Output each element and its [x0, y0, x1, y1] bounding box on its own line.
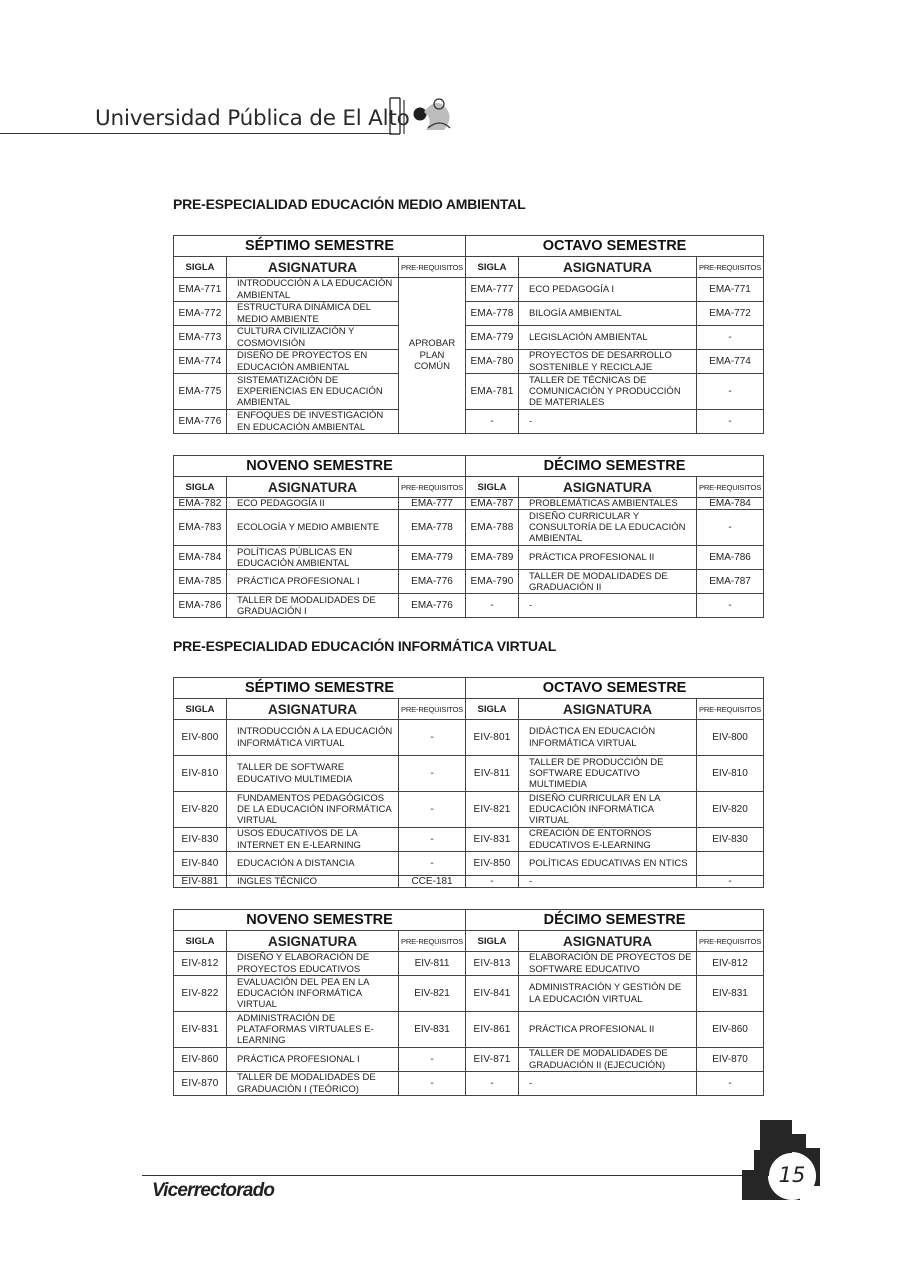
course-code: EMA-782 [174, 498, 227, 510]
course-name: PRÁCTICA PROFESIONAL II [519, 546, 697, 570]
course-code: EMA-788 [466, 510, 519, 546]
table-row [174, 852, 764, 876]
course-name: FUNDAMENTOS PEDAGÓGICOS DE LA EDUCACIÓN INFORMÁTICA VIRTUAL [227, 792, 399, 828]
column-header-row [174, 257, 764, 278]
column-header-asignatura: ASIGNATURA [227, 699, 399, 720]
column-header-sigla: SIGLA [466, 931, 519, 952]
course-prerequisite: - [399, 828, 466, 852]
course-name: TALLER DE PRODUCCIÓN DE SOFTWARE EDUCATIVO MULTIMEDIA [519, 756, 697, 792]
course-code: EMA-774 [174, 350, 227, 374]
column-header-asignatura: ASIGNATURA [227, 931, 399, 952]
course-code: EIV-801 [466, 720, 519, 756]
column-header-prerequisitos: PRE-REQUISITOS [399, 477, 466, 498]
semester-title: SÉPTIMO SEMESTRE [174, 678, 466, 699]
table-row [174, 720, 764, 756]
course-prerequisite [697, 852, 764, 876]
course-name: POLÍTICAS PÚBLICAS EN EDUCACIÓN AMBIENTAL [227, 546, 399, 570]
course-prerequisite: EIV-860 [697, 1012, 764, 1048]
column-header-sigla: SIGLA [466, 477, 519, 498]
semester-header-row [174, 236, 764, 257]
course-name: ECO PEDAGOGÍA II [227, 498, 399, 510]
university-title: Universidad Pública de El Alto [95, 106, 410, 131]
course-name: ECO PEDAGOGÍA I [519, 278, 697, 302]
semester-title: NOVENO SEMESTRE [174, 456, 466, 477]
page-number: 15 [778, 1163, 806, 1187]
course-name: TALLER DE MODALIDADES DE GRADUACIÓN II (EJECUCIÓN) [519, 1048, 697, 1072]
course-code: EIV-800 [174, 720, 227, 756]
course-prerequisite: - [399, 720, 466, 756]
column-header-asignatura: ASIGNATURA [519, 931, 697, 952]
course-prerequisite: EMA-778 [399, 510, 466, 546]
merged-prerequisite: APROBAR PLAN COMÚN [399, 278, 466, 434]
course-prerequisite: EIV-831 [399, 1012, 466, 1048]
course-code: EMA-776 [174, 410, 227, 434]
course-code: EMA-789 [466, 546, 519, 570]
table-row [174, 510, 764, 546]
course-code: EIV-831 [466, 828, 519, 852]
course-code: EMA-772 [174, 302, 227, 326]
course-prerequisite: EIV-830 [697, 828, 764, 852]
course-code: EIV-850 [466, 852, 519, 876]
table-row [174, 1012, 764, 1048]
course-prerequisite: EMA-776 [399, 570, 466, 594]
header-rule [0, 133, 392, 134]
course-name: TALLER DE MODALIDADES DE GRADUACIÓN II [519, 570, 697, 594]
course-name: CREACIÓN DE ENTORNOS EDUCATIVOS E-LEARNING [519, 828, 697, 852]
course-prerequisite: - [399, 792, 466, 828]
course-code: EIV-810 [174, 756, 227, 792]
course-name: PROBLEMÁTICAS AMBIENTALES [519, 498, 697, 510]
table-row [174, 1072, 764, 1096]
semester-title: SÉPTIMO SEMESTRE [174, 236, 466, 257]
column-header-asignatura: ASIGNATURA [519, 699, 697, 720]
course-name: TALLER DE SOFTWARE EDUCATIVO MULTIMEDIA [227, 756, 399, 792]
course-code: EMA-786 [174, 594, 227, 618]
semester-title: DÉCIMO SEMESTRE [466, 910, 764, 931]
course-code: EIV-860 [174, 1048, 227, 1072]
semester-header-row [174, 456, 764, 477]
university-logo-icon [384, 94, 456, 138]
course-name: - [519, 410, 697, 434]
course-name: INGLES TÉCNICO [227, 876, 399, 888]
course-name: USOS EDUCATIVOS DE LA INTERNET EN E-LEARNING [227, 828, 399, 852]
semester-header-row [174, 678, 764, 699]
course-code: EIV-841 [466, 976, 519, 1012]
course-prerequisite: - [697, 594, 764, 618]
course-code: EMA-779 [466, 326, 519, 350]
course-prerequisite: EIV-821 [399, 976, 466, 1012]
course-name: DISEÑO DE PROYECTOS EN EDUCACIÓN AMBIENTAL [227, 350, 399, 374]
course-code: - [466, 594, 519, 618]
course-code: EMA-790 [466, 570, 519, 594]
column-header-asignatura: ASIGNATURA [227, 477, 399, 498]
course-prerequisite: - [399, 1048, 466, 1072]
column-header-prerequisitos: PRE-REQUISITOS [399, 931, 466, 952]
semester-title: OCTAVO SEMESTRE [466, 236, 764, 257]
column-header-sigla: SIGLA [174, 257, 227, 278]
course-prerequisite: - [697, 374, 764, 410]
course-code: - [466, 410, 519, 434]
course-name: DISEÑO CURRICULAR Y CONSULTORÍA DE LA EDUCACIÓN AMBIENTAL [519, 510, 697, 546]
course-code: EMA-783 [174, 510, 227, 546]
course-code: EIV-811 [466, 756, 519, 792]
semester-title: OCTAVO SEMESTRE [466, 678, 764, 699]
course-name: - [519, 1072, 697, 1096]
course-code: EIV-820 [174, 792, 227, 828]
course-prerequisite: - [697, 510, 764, 546]
semester-header-row [174, 910, 764, 931]
vicerrectorado-logo: Vicerrectorado [152, 1180, 275, 1201]
column-header-sigla: SIGLA [174, 699, 227, 720]
course-name: LEGISLACIÓN AMBIENTAL [519, 326, 697, 350]
course-code: EMA-771 [174, 278, 227, 302]
table-row [174, 302, 764, 326]
course-code: EIV-840 [174, 852, 227, 876]
course-prerequisite: - [697, 876, 764, 888]
section-title-informatica-virtual: PRE-ESPECIALIDAD EDUCACIÓN INFORMÁTICA VIRTUAL [173, 638, 557, 654]
column-header-prerequisitos: PRE-REQUISITOS [697, 931, 764, 952]
table-row [174, 374, 764, 410]
table-row [174, 546, 764, 570]
table-row [174, 828, 764, 852]
column-header-row [174, 699, 764, 720]
course-prerequisite: - [399, 852, 466, 876]
course-prerequisite: EMA-784 [697, 498, 764, 510]
column-header-prerequisitos: PRE-REQUISITOS [697, 699, 764, 720]
course-code: EIV-870 [174, 1072, 227, 1096]
course-prerequisite: - [697, 410, 764, 434]
course-prerequisite: - [399, 756, 466, 792]
semester-title: DÉCIMO SEMESTRE [466, 456, 764, 477]
column-header-prerequisitos: PRE-REQUISITOS [399, 699, 466, 720]
course-prerequisite: EMA-776 [399, 594, 466, 618]
course-prerequisite: CCE-181 [399, 876, 466, 888]
course-prerequisite: EIV-820 [697, 792, 764, 828]
table-row [174, 976, 764, 1012]
course-name: CULTURA CIVILIZACIÓN Y COSMOVISIÓN [227, 326, 399, 350]
course-name: DISEÑO CURRICULAR EN LA EDUCACIÓN INFORMÁTICA VIRTUAL [519, 792, 697, 828]
course-name: TALLER DE TÉCNICAS DE COMUNICACIÓN Y PRODUCCIÓN DE MATERIALES [519, 374, 697, 410]
course-prerequisite: - [697, 326, 764, 350]
course-name: BILOGÍA AMBIENTAL [519, 302, 697, 326]
course-name: TALLER DE MODALIDADES DE GRADUACIÓN I [227, 594, 399, 618]
page-corner-emblem-icon [740, 1120, 825, 1200]
table-row [174, 756, 764, 792]
table-row [174, 952, 764, 976]
course-code: EMA-784 [174, 546, 227, 570]
course-code: EMA-781 [466, 374, 519, 410]
course-name: PRÁCTICA PROFESIONAL I [227, 570, 399, 594]
course-prerequisite: EIV-870 [697, 1048, 764, 1072]
column-header-prerequisitos: PRE-REQUISITOS [399, 257, 466, 278]
course-name: PROYECTOS DE DESARROLLO SOSTENIBLE Y RECICLAJE [519, 350, 697, 374]
footer-rule [142, 1175, 742, 1176]
course-code: EIV-831 [174, 1012, 227, 1048]
table-row [174, 792, 764, 828]
semester-title: NOVENO SEMESTRE [174, 910, 466, 931]
column-header-sigla: SIGLA [174, 931, 227, 952]
course-name: DISEÑO Y ELABORACIÓN DE PROYECTOS EDUCATIVOS [227, 952, 399, 976]
course-name: TALLER DE MODALIDADES DE GRADUACIÓN I (TEÓRICO) [227, 1072, 399, 1096]
course-code: EIV-871 [466, 1048, 519, 1072]
course-prerequisite: EIV-812 [697, 952, 764, 976]
course-name: EDUCACIÓN A DISTANCIA [227, 852, 399, 876]
course-prerequisite: EIV-810 [697, 756, 764, 792]
course-prerequisite: EMA-772 [697, 302, 764, 326]
course-code: EMA-780 [466, 350, 519, 374]
course-prerequisite: EMA-787 [697, 570, 764, 594]
course-code: EMA-775 [174, 374, 227, 410]
course-name: ECOLOGÍA Y MEDIO AMBIENTE [227, 510, 399, 546]
table-row [174, 350, 764, 374]
course-prerequisite: - [697, 1072, 764, 1096]
course-prerequisite: EMA-771 [697, 278, 764, 302]
course-code: EIV-881 [174, 876, 227, 888]
course-code: EIV-861 [466, 1012, 519, 1048]
course-prerequisite: - [399, 1072, 466, 1096]
table-row [174, 278, 764, 302]
column-header-row [174, 931, 764, 952]
column-header-sigla: SIGLA [174, 477, 227, 498]
course-prerequisite: EMA-777 [399, 498, 466, 510]
column-header-asignatura: ASIGNATURA [519, 477, 697, 498]
course-name: PRÁCTICA PROFESIONAL I [227, 1048, 399, 1072]
course-prerequisite: EMA-779 [399, 546, 466, 570]
course-code: EMA-785 [174, 570, 227, 594]
course-code: EIV-812 [174, 952, 227, 976]
course-name: DIDÁCTICA EN EDUCACIÓN INFORMÁTICA VIRTUAL [519, 720, 697, 756]
course-prerequisite: EMA-774 [697, 350, 764, 374]
course-name: ESTRUCTURA DINÁMICA DEL MEDIO AMBIENTE [227, 302, 399, 326]
course-code: EMA-787 [466, 498, 519, 510]
column-header-sigla: SIGLA [466, 257, 519, 278]
course-code: EIV-822 [174, 976, 227, 1012]
column-header-asignatura: ASIGNATURA [519, 257, 697, 278]
table-row [174, 410, 764, 434]
course-code: EMA-773 [174, 326, 227, 350]
course-name: ENFOQUES DE INVESTIGACIÓN EN EDUCACIÓN AMBIENTAL [227, 410, 399, 434]
table-row [174, 326, 764, 350]
course-code: - [466, 876, 519, 888]
course-prerequisite: EIV-811 [399, 952, 466, 976]
table-row [174, 876, 764, 888]
course-name: POLÍTICAS EDUCATIVAS EN NTICS [519, 852, 697, 876]
course-prerequisite: EIV-800 [697, 720, 764, 756]
column-header-sigla: SIGLA [466, 699, 519, 720]
section-title-medio-ambiental: PRE-ESPECIALIDAD EDUCACIÓN MEDIO AMBIENTAL [173, 196, 526, 212]
table-row [174, 498, 764, 510]
curriculum-table [173, 677, 764, 888]
course-name: ADMINISTRACIÓN Y GESTIÓN DE LA EDUCACIÓN VIRTUAL [519, 976, 697, 1012]
course-name: INTRODUCCIÓN A LA EDUCACIÓN AMBIENTAL [227, 278, 399, 302]
table-row [174, 570, 764, 594]
course-name: INTRODUCCIÓN A LA EDUCACIÓN INFORMÁTICA VIRTUAL [227, 720, 399, 756]
course-code: EIV-821 [466, 792, 519, 828]
course-code: EIV-813 [466, 952, 519, 976]
course-code: EMA-778 [466, 302, 519, 326]
curriculum-table [173, 909, 764, 1096]
table-row [174, 1048, 764, 1072]
course-prerequisite: EMA-786 [697, 546, 764, 570]
course-name: - [519, 876, 697, 888]
curriculum-table [173, 235, 764, 434]
course-name: EVALUACIÓN DEL PEA EN LA EDUCACIÓN INFORMÁTICA VIRTUAL [227, 976, 399, 1012]
course-prerequisite: EIV-831 [697, 976, 764, 1012]
course-name: ELABORACIÓN DE PROYECTOS DE SOFTWARE EDUCATIVO [519, 952, 697, 976]
curriculum-table [173, 455, 764, 618]
course-name: ADMINISTRACIÓN DE PLATAFORMAS VIRTUALES E-LEARNING [227, 1012, 399, 1048]
course-name: PRÁCTICA PROFESIONAL II [519, 1012, 697, 1048]
course-code: EIV-830 [174, 828, 227, 852]
table-row [174, 594, 764, 618]
column-header-prerequisitos: PRE-REQUISITOS [697, 257, 764, 278]
column-header-prerequisitos: PRE-REQUISITOS [697, 477, 764, 498]
course-name: SISTEMATIZACIÓN DE EXPERIENCIAS EN EDUCACIÓN AMBIENTAL [227, 374, 399, 410]
course-code: - [466, 1072, 519, 1096]
course-code: EMA-777 [466, 278, 519, 302]
course-name: - [519, 594, 697, 618]
column-header-asignatura: ASIGNATURA [227, 257, 399, 278]
column-header-row [174, 477, 764, 498]
